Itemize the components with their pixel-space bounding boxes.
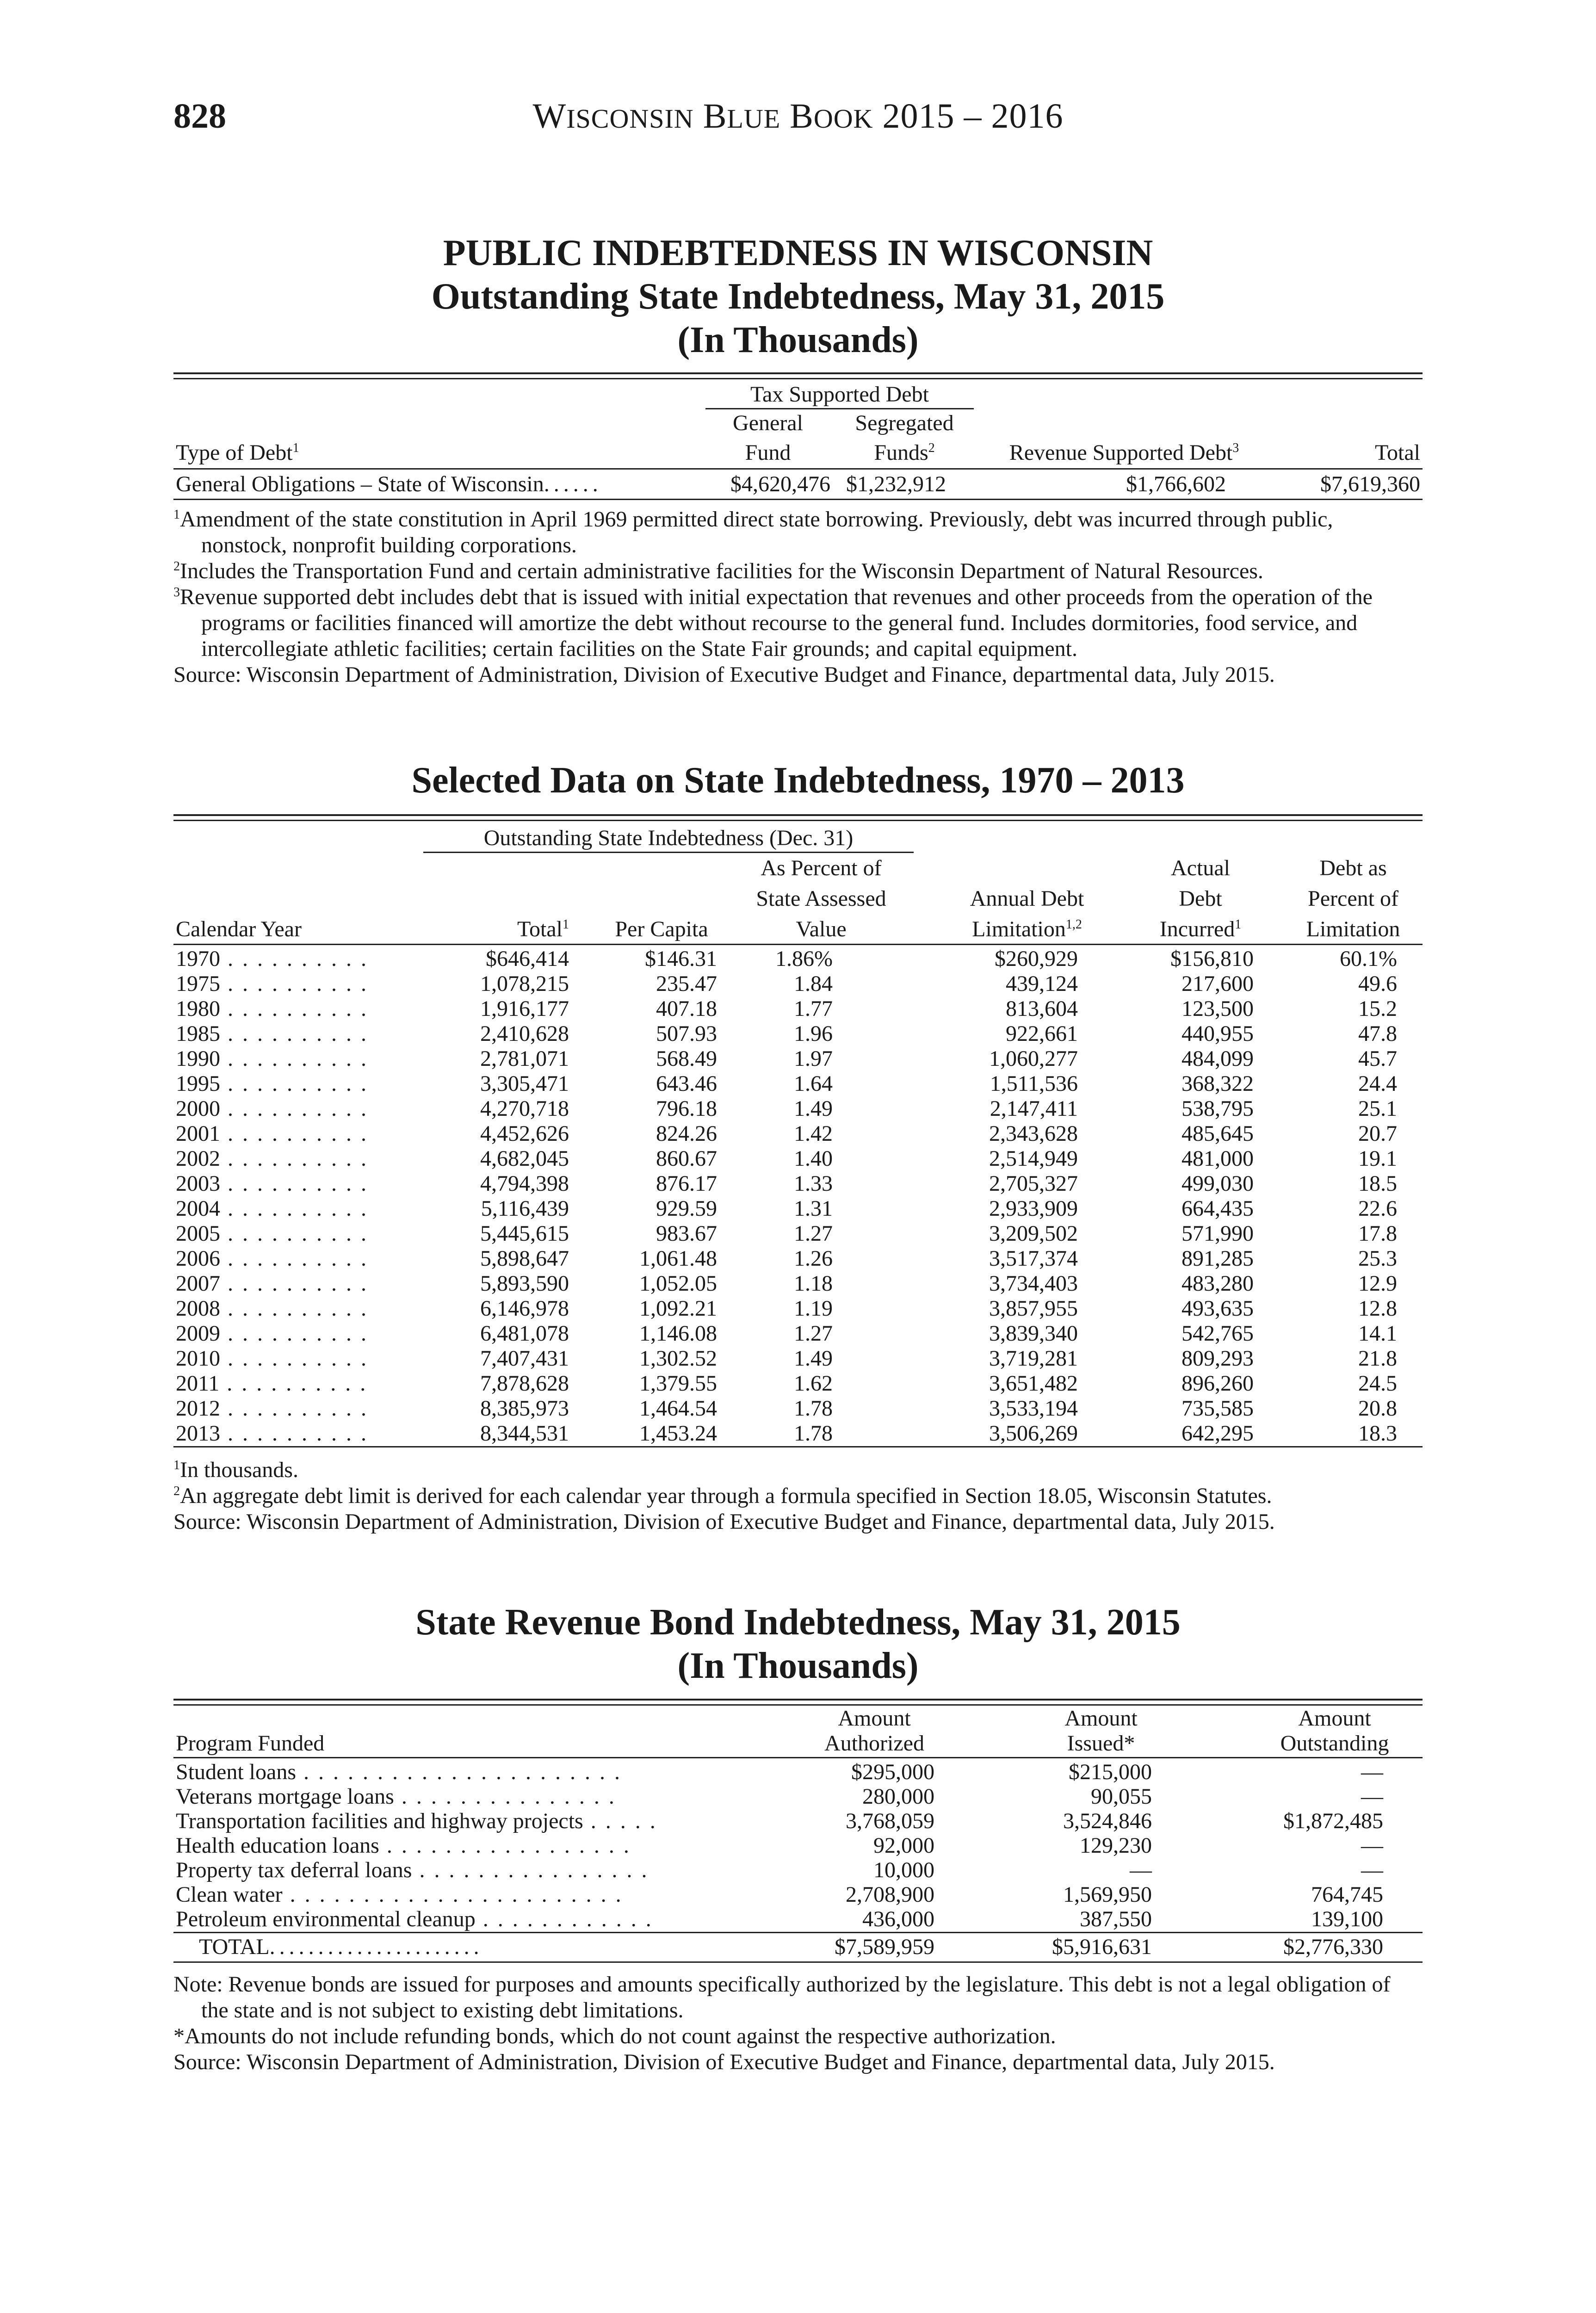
s2-cell-per-capita: 643.46: [656, 1071, 717, 1096]
s2-cell-year: 2008 . . . . . . . . . .: [176, 1296, 368, 1321]
s2-cell-pct: 1.64: [794, 1071, 833, 1096]
s2-cell-per-capita: 1,146.08: [639, 1321, 717, 1346]
s1-group-header: Tax Supported Debt: [750, 382, 929, 407]
s2-cell-year: 1975 . . . . . . . . . .: [176, 971, 368, 996]
s3-h-outstanding-1: Amount: [1298, 1706, 1371, 1731]
s3-cell-program: Property tax deferral loans . . . . . . . . . . . . . . . .: [176, 1858, 649, 1882]
s2-cell-per-capita: 1,092.21: [639, 1296, 717, 1321]
s3-cell-program: Health education loans . . . . . . . . . . . . . . . . .: [176, 1833, 631, 1858]
s2-cell-pct: 1.86%: [775, 946, 833, 971]
s2-cell-debtas: 20.8: [1358, 1396, 1397, 1421]
s2-cell-per-capita: 824.26: [656, 1121, 717, 1146]
s1-row-total: $7,619,360: [1320, 472, 1420, 496]
s2-cell-annual: 3,719,281: [989, 1346, 1078, 1371]
s2-cell-pct: 1.27: [794, 1321, 833, 1346]
s1-note-1: $^1$Amendment of the state constitution in April 1969 permitted direct state borrowing. Previously, debt was incurred through public, nonstock, nonprofit building corporations.: [173, 507, 1333, 557]
s1-h-total: Total: [1375, 440, 1420, 465]
s3-total-rule: [173, 1932, 1423, 1933]
section1-title-2: Outstanding State Indebtedness, May 31, 2015: [431, 276, 1165, 317]
s2-cell-year: 2005 . . . . . . . . . .: [176, 1221, 368, 1246]
s2-cell-per-capita: 1,061.48: [639, 1246, 717, 1271]
s3-cell-issued: 387,550: [1080, 1907, 1152, 1931]
s2-cell-year: 2007 . . . . . . . . . .: [176, 1271, 368, 1296]
s2-cell-per-capita: 1,464.54: [639, 1396, 717, 1421]
s2-cell-per-capita: 860.67: [656, 1146, 717, 1171]
s2-cell-annual: 922,661: [1006, 1021, 1078, 1046]
section3-title-2: (In Thousands): [677, 1645, 919, 1686]
s2-cell-debtas: 49.6: [1358, 971, 1397, 996]
s2-cell-year: 2010 . . . . . . . . . .: [176, 1346, 368, 1371]
s3-h-authorized-2: Authorized: [824, 1731, 924, 1756]
s3-cell-issued: —: [1130, 1858, 1152, 1882]
s2-cell-debtas: 17.8: [1358, 1221, 1397, 1246]
s2-cell-total: 5,116,439: [481, 1196, 569, 1221]
section2-top-rule: [173, 814, 1423, 821]
s3-h-program: Program Funded: [176, 1731, 325, 1756]
s2-notes: [173, 1457, 1423, 1535]
s3-total-outstanding: $2,776,330: [1283, 1935, 1383, 1959]
s2-h-pct-1: As Percent of: [761, 856, 882, 880]
s1-note-2: $^2$Includes the Transportation Fund and certain administrative facilities for the Wisconsin Department of Natural Resources.: [173, 559, 1263, 583]
s2-cell-year: 1990 . . . . . . . . . .: [176, 1046, 368, 1071]
s2-h-debtas-1: Debt as: [1319, 856, 1387, 880]
s2-cell-annual: 2,514,949: [989, 1146, 1078, 1171]
s2-cell-annual: 439,124: [1006, 971, 1078, 996]
s2-cell-actual: 735,585: [1182, 1396, 1254, 1421]
s2-cell-annual: $260,929: [995, 946, 1078, 971]
s2-cell-annual: 2,147,411: [990, 1096, 1078, 1121]
s2-cell-annual: 3,734,403: [989, 1271, 1078, 1296]
s2-cell-debtas: 47.8: [1358, 1021, 1397, 1046]
s2-cell-year: 2009 . . . . . . . . . .: [176, 1321, 368, 1346]
s2-cell-actual: 642,295: [1182, 1421, 1254, 1446]
s3-h-issued-1: Amount: [1064, 1706, 1138, 1731]
s2-cell-per-capita: 1,453.24: [639, 1421, 717, 1446]
s1-group-rule: [705, 408, 974, 409]
s3-cell-program: Clean water . . . . . . . . . . . . . . . . . . . . . . .: [176, 1882, 623, 1907]
s2-cell-total: 4,794,398: [480, 1171, 569, 1196]
s3-header-rule: [173, 1757, 1423, 1758]
s1-h-type: Type of Debt$^1$: [176, 440, 299, 465]
s2-cell-total: 4,270,718: [480, 1096, 569, 1121]
s2-h-annual-1: Annual Debt: [970, 886, 1084, 911]
s3-cell-authorized: 280,000: [862, 1784, 934, 1809]
s1-h-segregated-2: Funds$^2$: [874, 440, 935, 465]
s2-cell-year: 1995 . . . . . . . . . .: [176, 1071, 368, 1096]
s2-cell-actual: 485,645: [1182, 1121, 1254, 1146]
s3-cell-outstanding: 139,100: [1311, 1907, 1383, 1931]
s2-cell-annual: 813,604: [1006, 996, 1078, 1021]
s3-cell-outstanding: —: [1361, 1858, 1383, 1882]
s2-cell-year: 2003 . . . . . . . . . .: [176, 1171, 368, 1196]
s3-total-issued: $5,916,631: [1052, 1935, 1152, 1959]
section1-title-3: (In Thousands): [677, 320, 919, 360]
s3-cell-authorized: 92,000: [873, 1833, 934, 1858]
s3-total-label: TOTAL......................: [199, 1935, 483, 1959]
s2-cell-actual: 481,000: [1182, 1146, 1254, 1171]
s2-cell-total: 8,344,531: [480, 1421, 569, 1446]
s2-cell-pct: 1.49: [794, 1096, 833, 1121]
s2-cell-actual: 896,260: [1182, 1371, 1254, 1396]
s2-cell-total: 6,481,078: [480, 1321, 569, 1346]
s2-h-actual-1: Actual: [1171, 856, 1230, 880]
section2-title: Selected Data on State Indebtedness, 1970 – 2013: [411, 760, 1185, 801]
s3-cell-issued: 1,569,950: [1063, 1882, 1152, 1907]
s2-cell-debtas: 22.6: [1358, 1196, 1397, 1221]
s3-note-2: *Amounts do not include refunding bonds, which do not count against the respective authorization.: [173, 2024, 1056, 2048]
s2-cell-debtas: 18.5: [1358, 1171, 1397, 1196]
s2-cell-per-capita: 876.17: [656, 1171, 717, 1196]
s3-cell-authorized: 2,708,900: [846, 1882, 934, 1907]
s2-cell-debtas: 60.1%: [1340, 946, 1397, 971]
s2-cell-per-capita: 1,379.55: [639, 1371, 717, 1396]
s2-cell-pct: 1.42: [794, 1121, 833, 1146]
s3-cell-program: Student loans . . . . . . . . . . . . . . . . . . . . . .: [176, 1760, 622, 1784]
s2-cell-actual: 891,285: [1182, 1246, 1254, 1271]
s2-cell-annual: 3,839,340: [989, 1321, 1078, 1346]
s2-cell-debtas: 12.8: [1358, 1296, 1397, 1321]
s2-h-actual-3: Incurred$^1$: [1159, 917, 1242, 941]
s2-cell-debtas: 25.3: [1358, 1246, 1397, 1271]
s2-cell-annual: 2,705,327: [989, 1171, 1078, 1196]
s2-cell-pct: 1.77: [794, 996, 833, 1021]
s2-cell-actual: 123,500: [1182, 996, 1254, 1021]
s2-cell-debtas: 24.5: [1358, 1371, 1397, 1396]
s1-row-type: General Obligations – State of Wisconsin......: [176, 472, 602, 496]
s2-cell-total: 5,898,647: [480, 1246, 569, 1271]
s2-cell-actual: 440,955: [1182, 1021, 1254, 1046]
s2-cell-debtas: 25.1: [1358, 1096, 1397, 1121]
s2-h-actual-2: Debt: [1179, 886, 1222, 911]
s2-cell-debtas: 24.4: [1358, 1071, 1397, 1096]
s2-cell-total: 7,407,431: [480, 1346, 569, 1371]
s2-cell-debtas: 19.1: [1358, 1146, 1397, 1171]
s3-cell-program: Transportation facilities and highway projects . . . . .: [176, 1809, 657, 1833]
s2-h-debtas-2: Percent of: [1308, 886, 1398, 911]
s2-cell-total: 2,410,628: [480, 1021, 569, 1046]
s2-cell-annual: 2,343,628: [989, 1121, 1078, 1146]
s1-header-rule: [173, 468, 1423, 470]
s2-cell-pct: 1.18: [794, 1271, 833, 1296]
s2-cell-total: 7,878,628: [480, 1371, 569, 1396]
s1-bottom-rule: [173, 499, 1423, 500]
s2-cell-year: 1970 . . . . . . . . . .: [176, 946, 368, 971]
s2-cell-per-capita: 983.67: [656, 1221, 717, 1246]
s2-cell-pct: 1.27: [794, 1221, 833, 1246]
s3-bottom-rule: [173, 1961, 1423, 1963]
s2-cell-year: 2011 . . . . . . . . . .: [176, 1371, 368, 1396]
s2-cell-pct: 1.84: [794, 971, 833, 996]
s3-cell-issued: 3,524,846: [1063, 1809, 1152, 1833]
s3-cell-outstanding: —: [1361, 1833, 1383, 1858]
section1-top-rule: [173, 372, 1423, 379]
s2-cell-actual: 571,990: [1182, 1221, 1254, 1246]
s2-cell-pct: 1.49: [794, 1346, 833, 1371]
s2-cell-year: 2006 . . . . . . . . . .: [176, 1246, 368, 1271]
s2-cell-actual: 368,322: [1182, 1071, 1254, 1096]
s3-cell-outstanding: 764,745: [1311, 1882, 1383, 1907]
running-head: WISCONSIN BLUE BOOK 2015 – 2016: [532, 97, 1064, 136]
s2-bottom-rule: [173, 1446, 1423, 1447]
s2-cell-annual: 3,651,482: [989, 1371, 1078, 1396]
s3-cell-program: Petroleum environmental cleanup . . . . . . . . . . . .: [176, 1907, 653, 1931]
s2-cell-actual: 538,795: [1182, 1096, 1254, 1121]
s2-cell-total: 4,682,045: [480, 1146, 569, 1171]
s1-row-segregated: $1,232,912: [846, 472, 946, 496]
s3-h-issued-2: Issued*: [1067, 1731, 1135, 1756]
s1-h-general-1: General: [733, 411, 803, 435]
s3-note-1: Note: Revenue bonds are issued for purposes and amounts specifically authorized by the legislature. This debt is not a legal obligation of the state and is not subject to existing debt limitations.: [173, 1972, 1391, 2022]
s1-h-segregated-1: Segregated: [855, 411, 954, 435]
s2-cell-pct: 1.26: [794, 1246, 833, 1271]
s2-cell-annual: 3,209,502: [989, 1221, 1078, 1246]
s2-h-annual-2: Limitation$^{1,2}$: [972, 917, 1082, 941]
s2-cell-pct: 1.33: [794, 1171, 833, 1196]
s2-source: Source: Wisconsin Department of Administration, Division of Executive Budget and Finance, departmental data, July 2015.: [173, 1509, 1275, 1534]
s2-cell-pct: 1.62: [794, 1371, 833, 1396]
s2-cell-annual: 2,933,909: [989, 1196, 1078, 1221]
s2-cell-year: 2000 . . . . . . . . . .: [176, 1096, 368, 1121]
s2-cell-year: 2013 . . . . . . . . . .: [176, 1421, 368, 1446]
s2-h-year: Calendar Year: [176, 917, 302, 941]
s2-cell-annual: 1,060,277: [989, 1046, 1078, 1071]
s2-cell-actual: 217,600: [1182, 971, 1254, 996]
s2-cell-actual: 484,099: [1182, 1046, 1254, 1071]
s3-cell-outstanding: —: [1361, 1784, 1383, 1809]
s3-cell-issued: 129,230: [1080, 1833, 1152, 1858]
page-header: [173, 96, 1423, 147]
s2-cell-debtas: 20.7: [1358, 1121, 1397, 1146]
s2-cell-debtas: 12.9: [1358, 1271, 1397, 1296]
s2-cell-debtas: 45.7: [1358, 1046, 1397, 1071]
s2-cell-annual: 3,857,955: [989, 1296, 1078, 1321]
section1-title-1: PUBLIC INDEBTEDNESS IN WISCONSIN: [443, 233, 1153, 273]
s3-cell-issued: $215,000: [1069, 1760, 1152, 1784]
s2-cell-actual: 499,030: [1182, 1171, 1254, 1196]
s2-h-per-capita: Per Capita: [615, 917, 708, 941]
s2-cell-year: 2002 . . . . . . . . . .: [176, 1146, 368, 1171]
section3-top-rule: [173, 1699, 1423, 1706]
s2-header-rule: [173, 944, 1423, 945]
s2-cell-per-capita: 1,052.05: [639, 1271, 717, 1296]
s2-note-1: $^1$In thousands.: [173, 1458, 298, 1482]
s1-row-revenue: $1,766,602: [1126, 472, 1226, 496]
s1-source: Source: Wisconsin Department of Administration, Division of Executive Budget and Finance, departmental data, July 2015.: [173, 662, 1275, 687]
s2-cell-pct: 1.97: [794, 1046, 833, 1071]
s2-h-pct-3: Value: [796, 917, 847, 941]
s2-cell-year: 1985 . . . . . . . . . .: [176, 1021, 368, 1046]
s2-cell-actual: 664,435: [1182, 1196, 1254, 1221]
s1-h-revenue: Revenue Supported Debt$^3$: [1009, 440, 1239, 465]
s2-h-total: Total$^1$: [517, 917, 569, 941]
s1-h-general-2: Fund: [745, 440, 791, 465]
s2-cell-per-capita: 796.18: [656, 1096, 717, 1121]
s2-cell-per-capita: $146.31: [645, 946, 717, 971]
s2-cell-actual: 483,280: [1182, 1271, 1254, 1296]
s3-cell-issued: 90,055: [1091, 1784, 1152, 1809]
s2-cell-per-capita: 235.47: [656, 971, 717, 996]
s2-cell-pct: 1.78: [794, 1421, 833, 1446]
s2-h-pct-2: State Assessed: [756, 886, 886, 911]
s2-cell-per-capita: 929.59: [656, 1196, 717, 1221]
s2-cell-annual: 1,511,536: [990, 1071, 1078, 1096]
s2-cell-actual: 809,293: [1182, 1346, 1254, 1371]
s2-cell-per-capita: 568.49: [656, 1046, 717, 1071]
s2-cell-year: 2001 . . . . . . . . . .: [176, 1121, 368, 1146]
s1-notes: [173, 507, 1423, 688]
s2-cell-actual: 493,635: [1182, 1296, 1254, 1321]
s3-source: Source: Wisconsin Department of Administration, Division of Executive Budget and Finance, departmental data, July 2015.: [173, 2050, 1275, 2074]
s2-cell-year: 1980 . . . . . . . . . .: [176, 996, 368, 1021]
s2-cell-per-capita: 1,302.52: [639, 1346, 717, 1371]
s2-cell-year: 2004 . . . . . . . . . .: [176, 1196, 368, 1221]
s3-cell-outstanding: $1,872,485: [1283, 1809, 1383, 1833]
s2-cell-total: 8,385,973: [480, 1396, 569, 1421]
s2-cell-total: 1,916,177: [480, 996, 569, 1021]
s2-cell-pct: 1.19: [794, 1296, 833, 1321]
s2-group-rule: [423, 852, 914, 853]
s2-cell-per-capita: 407.18: [656, 996, 717, 1021]
s2-cell-total: 5,445,615: [480, 1221, 569, 1246]
s1-note-3: $^3$Revenue supported debt includes debt that is issued with initial expectation that revenues and other proceeds from the operation of the programs or facilities financed will amortize the debt without recourse to the general fund. Includes dormitories, food service, and intercollegiate athletic facilities; certain facilities on the State Fair grounds; and capital equipment.: [173, 585, 1373, 661]
s2-cell-total: 1,078,215: [480, 971, 569, 996]
s2-cell-debtas: 15.2: [1358, 996, 1397, 1021]
s2-group-header: Outstanding State Indebtedness (Dec. 31): [483, 826, 854, 850]
section3-title-1: State Revenue Bond Indebtedness, May 31, 2015: [415, 1602, 1181, 1643]
s2-cell-pct: 1.31: [794, 1196, 833, 1221]
page-number: 828: [173, 97, 226, 136]
s1-row-general: $4,620,476: [730, 472, 830, 496]
s2-cell-total: $646,414: [486, 946, 569, 971]
s2-h-debtas-3: Limitation: [1306, 917, 1400, 941]
s3-cell-authorized: 3,768,059: [846, 1809, 934, 1833]
s2-cell-annual: 3,506,269: [989, 1421, 1078, 1446]
s3-cell-outstanding: —: [1361, 1760, 1383, 1784]
s2-cell-pct: 1.78: [794, 1396, 833, 1421]
s3-cell-authorized: 436,000: [862, 1907, 934, 1931]
s3-cell-authorized: $295,000: [851, 1760, 934, 1784]
s2-cell-actual: $156,810: [1170, 946, 1254, 971]
s2-cell-pct: 1.40: [794, 1146, 833, 1171]
s2-cell-annual: 3,517,374: [989, 1246, 1078, 1271]
s2-cell-total: 3,305,471: [480, 1071, 569, 1096]
s3-cell-authorized: 10,000: [873, 1858, 934, 1882]
s3-h-authorized-1: Amount: [838, 1706, 911, 1731]
s2-cell-total: 6,146,978: [480, 1296, 569, 1321]
s2-cell-annual: 3,533,194: [989, 1396, 1078, 1421]
s3-h-outstanding-2: Outstanding: [1280, 1731, 1389, 1756]
s3-total-authorized: $7,589,959: [835, 1935, 934, 1959]
s2-cell-debtas: 21.8: [1358, 1346, 1397, 1371]
s2-cell-per-capita: 507.93: [656, 1021, 717, 1046]
s2-cell-total: 4,452,626: [480, 1121, 569, 1146]
s2-cell-total: 5,893,590: [480, 1271, 569, 1296]
s2-cell-total: 2,781,071: [480, 1046, 569, 1071]
s2-note-2: $^2$An aggregate debt limit is derived for each calendar year through a formula specified in Section 18.05, Wisconsin Statutes.: [173, 1484, 1272, 1508]
s2-cell-pct: 1.96: [794, 1021, 833, 1046]
s2-cell-year: 2012 . . . . . . . . . .: [176, 1396, 368, 1421]
s2-cell-actual: 542,765: [1182, 1321, 1254, 1346]
s2-cell-debtas: 18.3: [1358, 1421, 1397, 1446]
s3-cell-program: Veterans mortgage loans . . . . . . . . . . . . . . .: [176, 1784, 616, 1809]
s3-notes: [173, 1972, 1423, 2075]
s2-cell-debtas: 14.1: [1358, 1321, 1397, 1346]
